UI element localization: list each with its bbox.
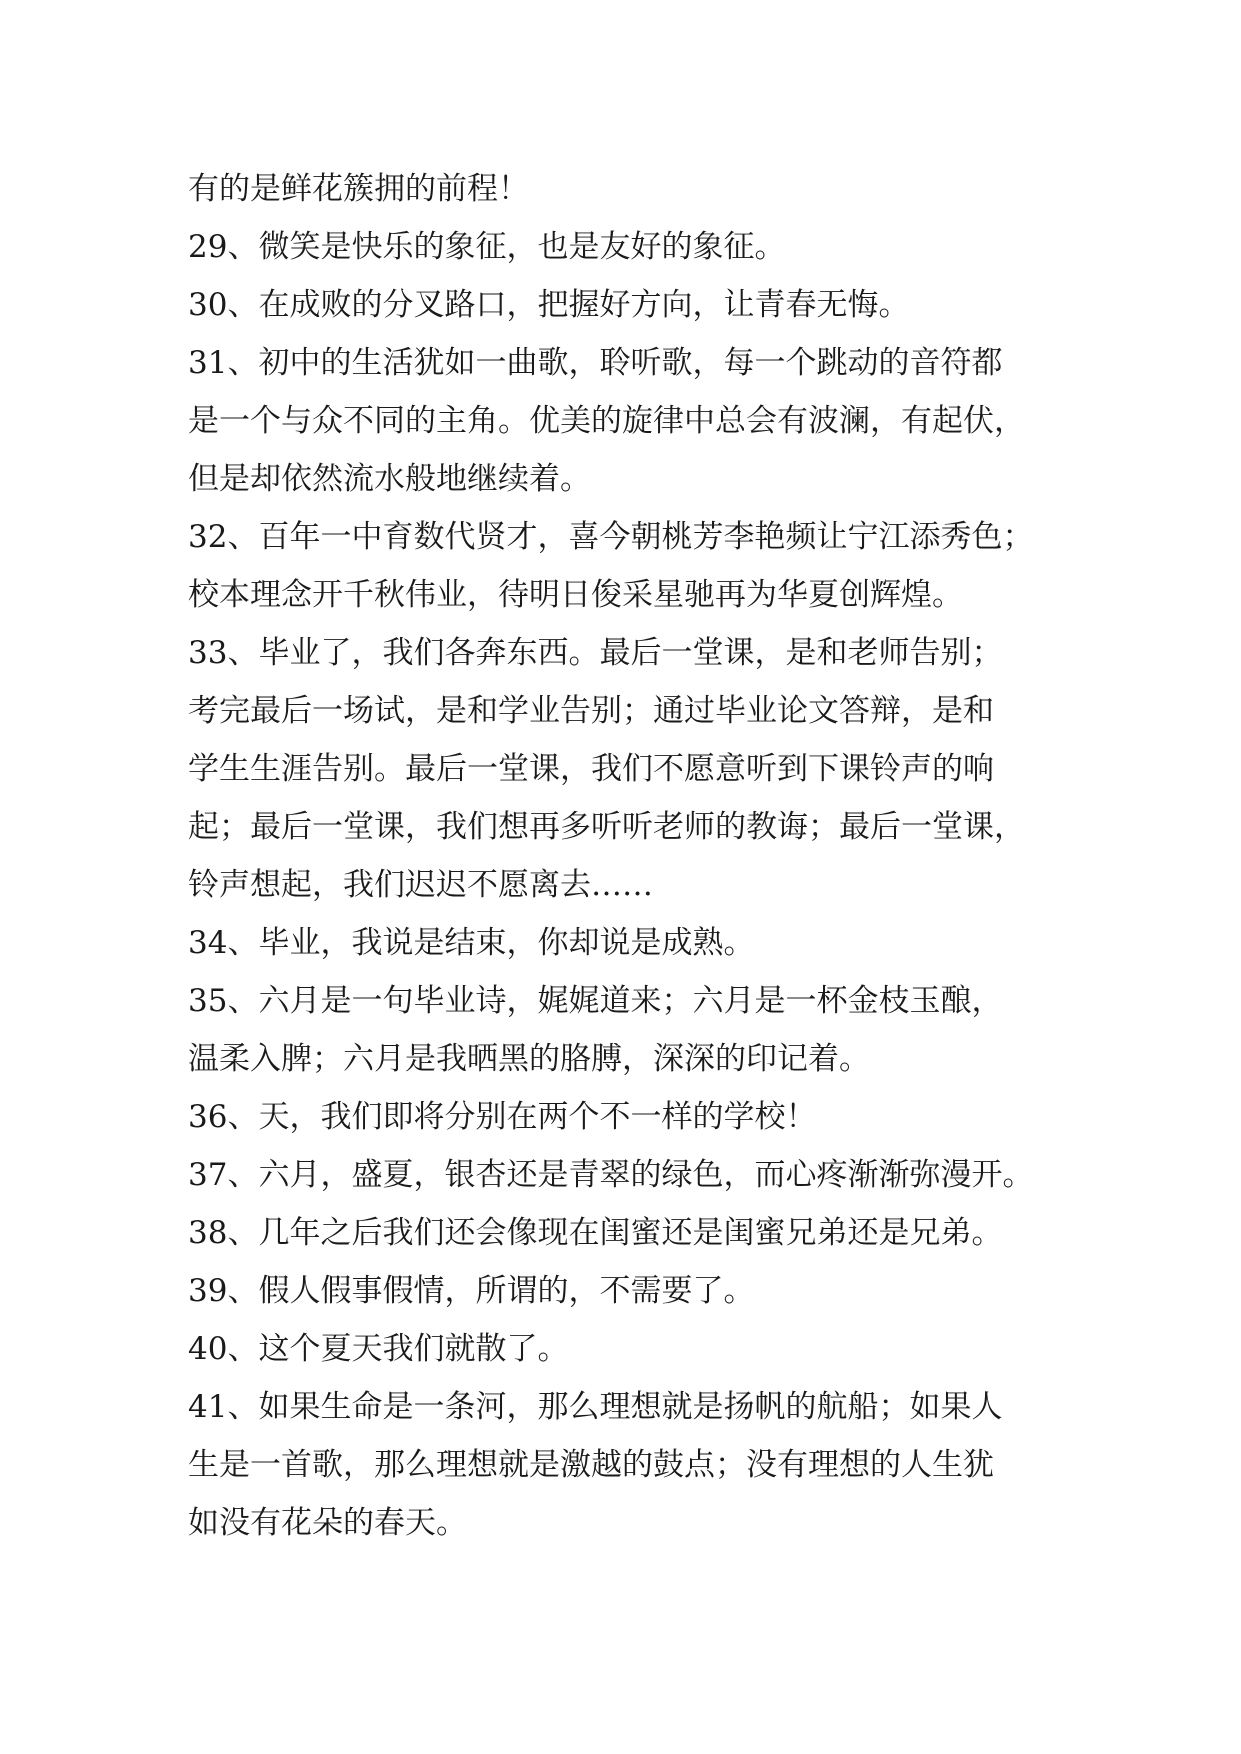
text-line: 33、毕业了，我们各奔东西。最后一堂课，是和老师告别； bbox=[188, 635, 1003, 671]
text-line: 铃声想起，我们迟迟不愿离去…… bbox=[188, 867, 653, 903]
text-line: 38、几年之后我们还会像现在闺蜜还是闺蜜兄弟还是兄弟。 bbox=[188, 1215, 1003, 1251]
text-line: 39、假人假事假情，所谓的，不需要了。 bbox=[188, 1273, 755, 1309]
text-line: 35、六月是一句毕业诗，娓娓道来；六月是一杯金枝玉酿， bbox=[188, 983, 1003, 1019]
text-line: 温柔入脾；六月是我晒黑的胳膊，深深的印记着。 bbox=[188, 1041, 870, 1077]
text-line: 学生生涯告别。最后一堂课，我们不愿意听到下课铃声的响 bbox=[188, 751, 994, 787]
text-line: 但是却依然流水般地继续着。 bbox=[188, 461, 591, 497]
text-line: 40、这个夏天我们就散了。 bbox=[188, 1331, 569, 1367]
text-line: 29、微笑是快乐的象征，也是友好的象征。 bbox=[188, 229, 786, 265]
text-line: 是一个与众不同的主角。优美的旋律中总会有波澜，有起伏， bbox=[188, 403, 1025, 439]
text-line: 30、在成败的分叉路口，把握好方向，让青春无悔。 bbox=[188, 287, 910, 323]
text-line: 起；最后一堂课，我们想再多听听老师的教诲；最后一堂课， bbox=[188, 809, 1025, 845]
text-line: 有的是鲜花簇拥的前程！ bbox=[188, 171, 529, 207]
text-line: 32、百年一中育数代贤才，喜今朝桃芳李艳频让宁江添秀色； bbox=[188, 519, 1034, 555]
text-line: 31、初中的生活犹如一曲歌，聆听歌，每一个跳动的音符都 bbox=[188, 345, 1003, 381]
text-line: 36、天，我们即将分别在两个不一样的学校！ bbox=[188, 1099, 817, 1135]
text-line: 考完最后一场试，是和学业告别；通过毕业论文答辩，是和 bbox=[188, 693, 994, 729]
document-body bbox=[188, 160, 1073, 1552]
text-line: 37、六月，盛夏，银杏还是青翠的绿色，而心疼渐渐弥漫开。 bbox=[188, 1157, 1034, 1193]
text-line: 生是一首歌，那么理想就是激越的鼓点；没有理想的人生犹 bbox=[188, 1447, 994, 1483]
text-line: 校本理念开千秋伟业，待明日俊采星驰再为华夏创辉煌。 bbox=[188, 577, 963, 613]
text-line: 41、如果生命是一条河，那么理想就是扬帆的航船；如果人 bbox=[188, 1389, 1003, 1425]
text-line: 如没有花朵的春天。 bbox=[188, 1505, 467, 1541]
text-line: 34、毕业，我说是结束，你却说是成熟。 bbox=[188, 925, 755, 961]
